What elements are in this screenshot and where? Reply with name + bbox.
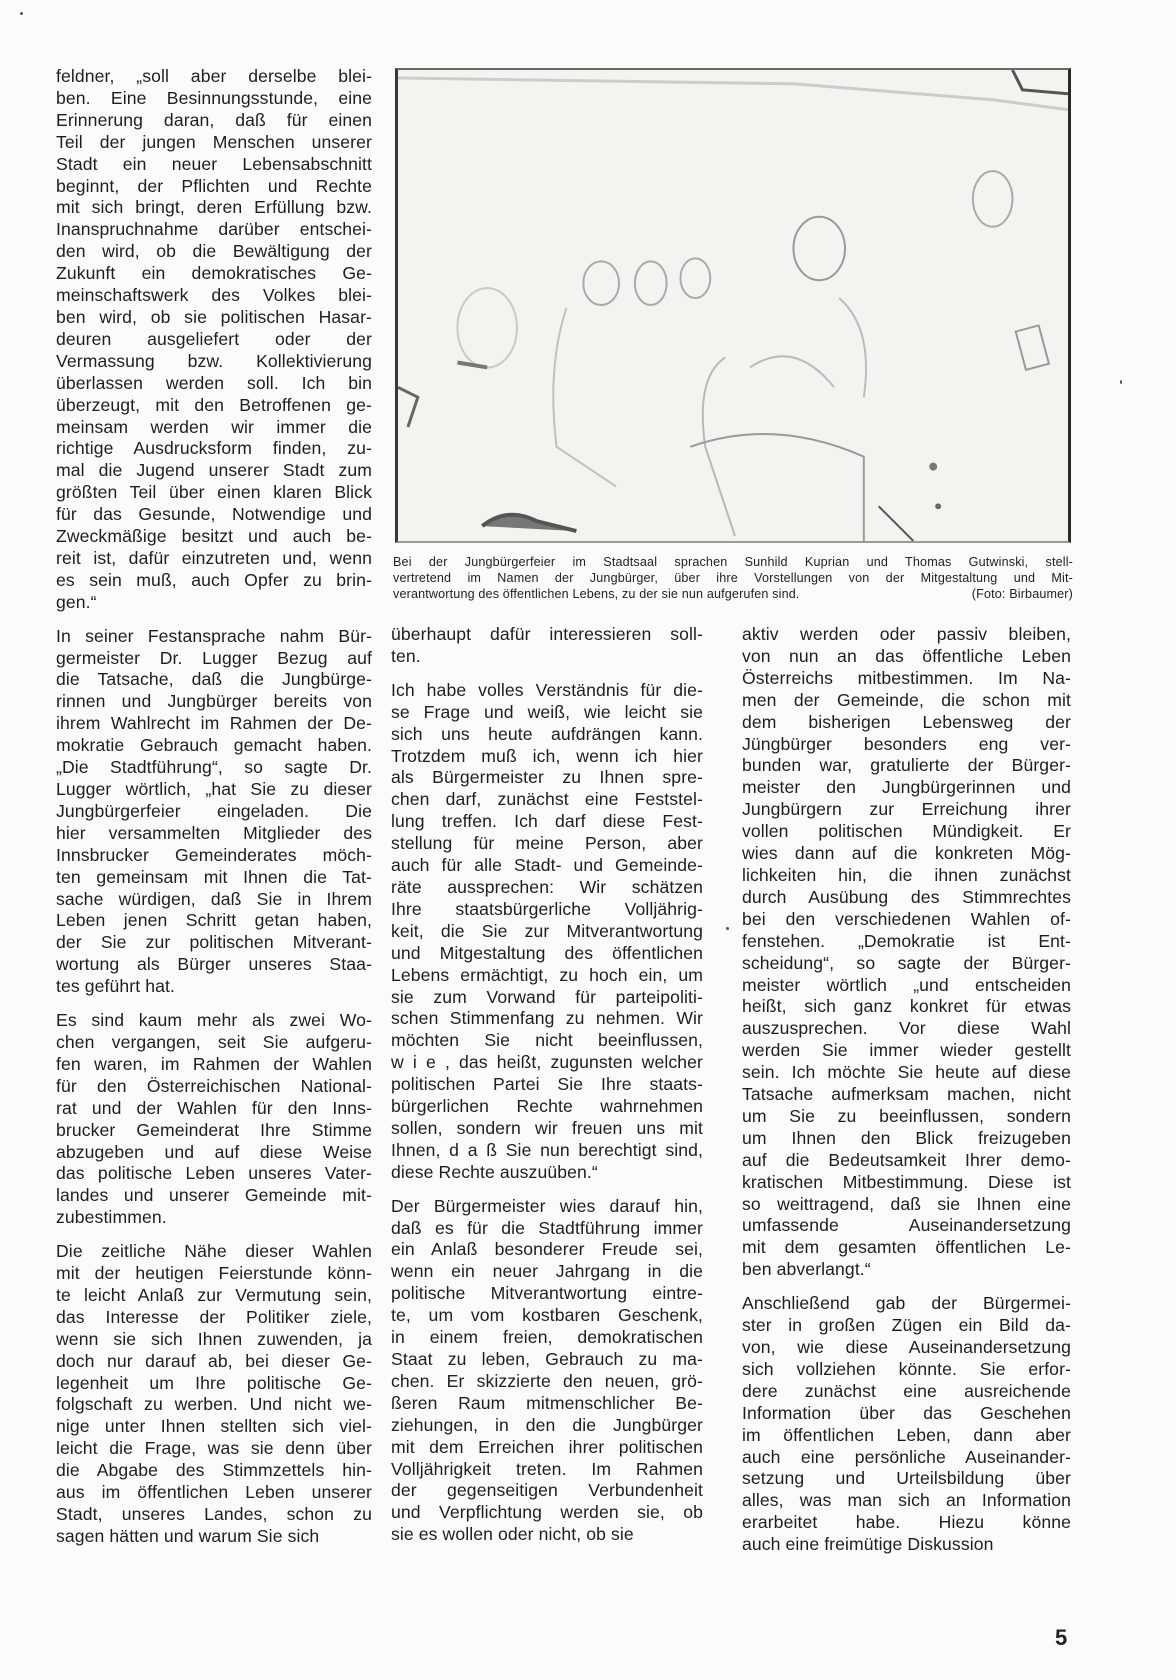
text-line: meinsam werden wir immer die xyxy=(56,416,372,437)
text-line: tes geführt hat. xyxy=(56,976,175,997)
text-line: sich vollziehen könnte. Sie erfor- xyxy=(742,1358,1071,1379)
text-line: sein. Ich möchte Sie heute auf diese xyxy=(742,1062,1071,1083)
text-line: dere zunächst eine ausreichende xyxy=(742,1380,1071,1401)
text-line: die Tatsache, daß die Jungbürge- xyxy=(56,669,372,690)
text-line: keit, die Sie zur Mitverantwortung xyxy=(391,920,703,941)
text-line: deuren ausgeliefert oder der xyxy=(56,328,372,349)
text-line: Teil der jungen Menschen unserer xyxy=(56,131,372,152)
text-line: erarbeitet habe. Hiezu könne xyxy=(742,1512,1071,1533)
text-line: politische Mitverantwortung eintre- xyxy=(391,1283,703,1304)
text-line: wortung als Bürger unseres Staa- xyxy=(56,954,372,975)
text-line: bürgerlichen Rechte wahrnehmen xyxy=(391,1096,703,1117)
article-column-1 xyxy=(56,66,372,1560)
paragraph xyxy=(56,66,372,614)
text-line: nige unter Ihnen stellten sich viel- xyxy=(56,1416,372,1437)
text-line: zubestimmen. xyxy=(56,1207,167,1228)
text-line: Lebens ermächtigt, zu hoch ein, um xyxy=(391,964,703,985)
text-line: daß es für die Stadtführung immer xyxy=(391,1217,703,1238)
text-line: te, um vom kostbaren Geschenk, xyxy=(391,1305,703,1326)
paragraph xyxy=(742,624,1071,1281)
text-line: doch nur darauf ab, bei dieser Ge- xyxy=(56,1350,372,1371)
paragraph xyxy=(742,1293,1071,1556)
text-line: umfassende Auseinandersetzung xyxy=(742,1215,1071,1236)
text-line: sagen hätten und warum Sie sich xyxy=(56,1525,320,1546)
text-line: in einem freien, demokratischen xyxy=(391,1327,703,1348)
text-line: chen vergangen, seit Sie aufgeru- xyxy=(56,1031,372,1052)
text-line: mal die Jugend unserer Stadt zum xyxy=(56,460,372,481)
scan-speck xyxy=(1120,380,1122,384)
text-line: reit ist, dafür einzutreten und, wenn xyxy=(56,547,372,568)
text-line: leicht die Frage, was sie denn über xyxy=(56,1438,372,1459)
paragraph xyxy=(391,680,703,1184)
text-line: durch Ausübung des Stimmrechtes xyxy=(742,886,1071,907)
text-line: chen. Er skizzierte den neuen, grö- xyxy=(391,1370,703,1391)
text-line: größten Teil über einen klaren Blick xyxy=(56,482,372,503)
text-line: „Die Stadtführung“, so sagte Dr. xyxy=(56,757,372,778)
text-line: von nun an das öffentliche Leben xyxy=(742,645,1071,666)
text-line: Die zeitliche Nähe dieser Wahlen xyxy=(56,1241,372,1262)
text-line: vollen politischen Mündigkeit. Er xyxy=(742,821,1071,842)
text-line: möchten Sie nicht beeinflussen, xyxy=(391,1030,703,1051)
text-line: meinschaftswerk des Volkes blei- xyxy=(56,285,372,306)
text-line: mit sich bringt, deren Erfüllung bzw. xyxy=(56,197,372,218)
text-line: stellung für meine Person, aber xyxy=(391,833,703,854)
text-line: hier versammelten Mitglieder des xyxy=(56,822,372,843)
text-line: bei den verschiedenen Wahlen of- xyxy=(742,908,1071,929)
text-line: ten. xyxy=(391,645,421,666)
text-line: als Bürgermeister zu Ihnen spre- xyxy=(391,767,703,788)
text-line: sich uns heute aufdrängen kann. xyxy=(391,723,703,744)
text-line: dem bisherigen Lebensweg der xyxy=(742,711,1071,732)
text-line: Österreichs mitbestimmen. Im Na- xyxy=(742,667,1071,688)
text-line: te leicht Anlaß zur Vermutung sein, xyxy=(56,1284,372,1305)
text-line: sache würdigen, daß Sie in Ihrem xyxy=(56,888,372,909)
text-line: ihrem Wahlrecht im Rahmen der De- xyxy=(56,713,372,734)
scan-speck xyxy=(726,927,729,930)
text-line: das politische Leben unseres Vater- xyxy=(56,1163,372,1184)
text-line: w i e , das heißt, zugunsten welcher xyxy=(391,1052,703,1073)
text-line: Der Bürgermeister wies darauf hin, xyxy=(391,1195,703,1216)
text-line: räte aussprechen: Wir schätzen xyxy=(391,876,703,897)
text-line: setzung und Urteilsbildung über xyxy=(742,1468,1071,1489)
text-line: sie zum Vorwand für parteipoliti- xyxy=(391,986,703,1007)
article-column-2 xyxy=(391,624,703,1558)
text-line: überlassen werden soll. Ich bin xyxy=(56,372,372,393)
caption-line: vertretend im Namen der Jungbürger, über ihre Vorstellungen von der Mitgestaltung und Mit- xyxy=(393,571,1073,585)
text-line: wies dann auf die konkreten Mög- xyxy=(742,843,1071,864)
text-line: richtige Ausdrucksform finden, zu- xyxy=(56,438,372,459)
text-line: Stadt, unseres Landes, schon zu xyxy=(56,1504,372,1524)
text-line: se Frage und weiß, wie leicht sie xyxy=(391,701,703,722)
page-number: 5 xyxy=(1055,1625,1068,1650)
text-line: Staat zu leben, Gebrauch zu ma- xyxy=(391,1349,703,1369)
text-line: ben wird, ob sie politischen Hasar- xyxy=(56,306,372,327)
photo-caption xyxy=(393,554,1073,602)
paragraph xyxy=(56,1010,372,1229)
text-line: auch für alle Stadt- und Gemeinde- xyxy=(391,855,703,876)
text-line: das Interesse der Politiker ziele, xyxy=(56,1306,372,1327)
text-line: auch eine freimütige Diskussion xyxy=(742,1534,994,1555)
text-line: bunden war, gratulierte der Bürger- xyxy=(742,755,1071,776)
text-line: die Abgabe des Stimmzettels hin- xyxy=(56,1460,372,1481)
text-line: gen.“ xyxy=(56,591,97,612)
text-line: mit dem Erreichen ihrer politischen xyxy=(391,1436,703,1457)
text-line: Zweckmäßige besitzt und auch be- xyxy=(56,526,372,547)
text-line: lung treffen. Ich darf diese Fest- xyxy=(391,811,703,832)
text-line: Tatsache aufmerksam machen, nicht xyxy=(742,1084,1071,1105)
text-line: rat und der Wahlen für den Inns- xyxy=(56,1097,372,1118)
text-line: fen waren, im Rahmen der Wahlen xyxy=(56,1053,372,1074)
text-line: auf die Bedeutsamkeit Ihrer demo- xyxy=(742,1149,1071,1170)
text-line: Ich habe volles Verständnis für die- xyxy=(391,679,703,700)
event-photo xyxy=(395,68,1071,543)
text-line: germeister Dr. Lugger Bezug auf xyxy=(56,647,372,668)
text-line: beginnt, der Pflichten und Rechte xyxy=(56,175,372,196)
text-line: wenn ein neuer Jahrgang in die xyxy=(391,1261,703,1282)
text-line: es sein muß, auch Opfer zu brin- xyxy=(56,569,372,590)
text-line: scheidung“, so sagte der Bürger- xyxy=(742,952,1071,973)
text-line: folgschaft zu werben. Und nicht we- xyxy=(56,1394,372,1415)
caption-line: verantwortung des öffentlichen Lebens, zu der sie nun aufgerufen sind. (Foto: Birbaumer) xyxy=(393,587,1073,601)
text-line: Ihnen, d a ß Sie nun berechtigt sind, xyxy=(391,1139,703,1160)
text-line: legenheit um Ihre politische Ge- xyxy=(56,1372,372,1393)
text-line: Stadt ein neuer Lebensabschnitt xyxy=(56,153,372,174)
text-line: mokratie Gebrauch gemacht haben. xyxy=(56,735,372,756)
text-line: werden Sie immer wieder gestellt xyxy=(742,1040,1071,1061)
text-line: für das Gesunde, Notwendige und xyxy=(56,504,372,525)
text-line: Trotzdem muß ich, wenn ich hier xyxy=(391,745,703,766)
paragraph xyxy=(56,1241,372,1548)
text-line: sie es wollen oder nicht, ob sie xyxy=(391,1524,634,1545)
text-line: meister wörtlich „und entscheiden xyxy=(742,974,1071,995)
text-line: In seiner Festansprache nahm Bür- xyxy=(56,625,372,646)
text-line: Innsbrucker Gemeinderates möch- xyxy=(56,844,372,865)
text-line: um Ihnen den Blick freizugeben xyxy=(742,1127,1071,1148)
text-line: mit der heutigen Feierstunde könn- xyxy=(56,1263,372,1284)
text-line: und Verpflichtung werden sie, ob xyxy=(391,1502,703,1523)
text-line: alles, was man sich an Information xyxy=(742,1490,1071,1511)
text-line: mit dem gesamten öffentlichen Le- xyxy=(742,1237,1071,1258)
text-line: überzeugt, mit den Betroffenen ge- xyxy=(56,394,372,415)
text-line: rinnen und Jungbürger bereits von xyxy=(56,691,372,712)
paragraph xyxy=(56,626,372,998)
text-line: Jungbürgerfeier eingeladen. Die xyxy=(56,800,372,821)
text-line: diese Rechte auszuüben.“ xyxy=(391,1161,598,1182)
text-line: men der Gemeinde, die schon mit xyxy=(742,689,1071,710)
text-line: ßeren Raum mitmenschlicher Be- xyxy=(391,1392,703,1413)
text-line: aus im öffentlichen Leben unserer xyxy=(56,1482,372,1503)
text-line: Es sind kaum mehr als zwei Wo- xyxy=(56,1010,372,1031)
text-line: aktiv werden oder passiv bleiben, xyxy=(742,624,1071,644)
text-line: der gegenseitigen Verbundenheit xyxy=(391,1480,703,1501)
text-line: Inanspruchnahme darüber entschei- xyxy=(56,219,372,240)
text-line: ten gemeinsam mit Ihnen die Tat- xyxy=(56,866,372,887)
text-line: meister den Jungbürgerinnen und xyxy=(742,777,1071,798)
text-line: den wird, ob die Bewältigung der xyxy=(56,241,372,262)
text-line: ster in großen Zügen ein Bild da- xyxy=(742,1315,1071,1336)
text-line: ein Anlaß besonderer Freude sei, xyxy=(391,1239,703,1260)
text-line: der Sie zur politischen Mitverant- xyxy=(56,932,372,953)
caption-line: Bei der Jungbürgerfeier im Stadtsaal sprachen Sunhild Kuprian und Thomas Gutwinski, stell- xyxy=(393,555,1073,569)
text-line: ben. Eine Besinnungsstunde, eine xyxy=(56,87,372,108)
text-line: von, wie diese Auseinandersetzung xyxy=(742,1337,1071,1357)
text-line: heißt, sich ganz konkret für etwas xyxy=(742,996,1071,1017)
text-line: Leben jenen Schritt getan haben, xyxy=(56,910,372,931)
text-line: feldner, „soll aber derselbe blei- xyxy=(56,66,372,86)
text-line: Lugger wörtlich, „hat Sie zu dieser xyxy=(56,779,372,799)
text-line: politischen Partei Sie Ihre staats- xyxy=(391,1074,703,1095)
text-line: fenstehen. „Demokratie ist Ent- xyxy=(742,930,1071,951)
text-line: abzugeben und auf diese Weise xyxy=(56,1141,372,1162)
text-line: sollen, sondern wir freuen uns mit xyxy=(391,1117,703,1138)
text-line: lichkeiten hin, die ihnen zunächst xyxy=(742,864,1071,885)
text-line: Zukunft ein demokratisches Ge- xyxy=(56,263,372,284)
text-line: Anschließend gab der Bürgermei- xyxy=(742,1293,1071,1314)
article-column-3 xyxy=(742,624,1071,1568)
text-line: so weittragend, daß sie Ihnen eine xyxy=(742,1193,1071,1214)
text-line: Vermassung bzw. Kollektivierung xyxy=(56,350,372,371)
text-line: Ihre staatsbürgerliche Volljährig- xyxy=(391,898,703,919)
text-line: im öffentlichen Leben, dann aber xyxy=(742,1424,1071,1445)
text-line: chen darf, zunächst eine Feststel- xyxy=(391,789,703,810)
text-line: ziehungen, in den die Jungbürger xyxy=(391,1414,703,1435)
text-line: auszusprechen. Vor diese Wahl xyxy=(742,1018,1071,1039)
text-line: wenn sie sich Ihnen zuwenden, ja xyxy=(56,1328,372,1349)
paragraph xyxy=(391,1196,703,1547)
text-line: für den Österreichischen National- xyxy=(56,1075,372,1096)
scan-speck xyxy=(20,12,23,15)
text-line: auch eine persönliche Auseinander- xyxy=(742,1446,1071,1467)
text-line: Information über das Geschehen xyxy=(742,1402,1071,1423)
text-line: und Mitgestaltung des öffentlichen xyxy=(391,942,703,963)
paragraph xyxy=(391,624,703,668)
photo-credit: (Foto: Birbaumer) xyxy=(971,587,1073,601)
photo-illustration xyxy=(398,70,1068,541)
text-line: Jüngbürger besonders eng ver- xyxy=(742,733,1071,754)
text-line: kratischen Mitbestimmung. Diese ist xyxy=(742,1171,1071,1192)
text-line: Volljährigkeit treten. Im Rahmen xyxy=(391,1458,703,1479)
text-line: Jungbürgern zur Erreichung ihrer xyxy=(742,799,1071,820)
text-line: ben abverlangt.“ xyxy=(742,1259,871,1280)
text-line: um Sie zu beeinflussen, sondern xyxy=(742,1105,1071,1126)
text-line: schen Stimmenfang zu nehmen. Wir xyxy=(391,1008,703,1029)
text-line: brucker Gemeinderat Ihre Stimme xyxy=(56,1119,372,1140)
text-line: landes und unserer Gemeinde mit- xyxy=(56,1185,372,1206)
text-line: Erinnerung daran, daß für einen xyxy=(56,109,372,130)
text-line: überhaupt dafür interessieren soll- xyxy=(391,624,703,644)
